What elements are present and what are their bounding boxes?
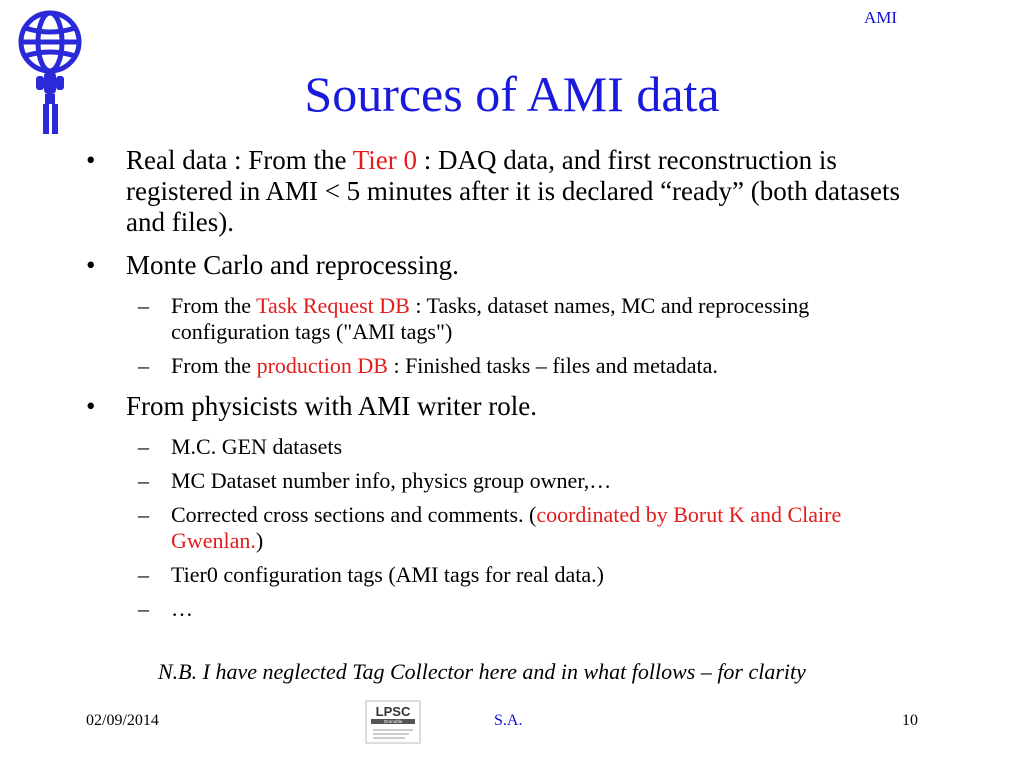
sub-bullet-text-post: ) [255,528,264,553]
bullet-icon: • [86,250,96,280]
bullet-icon: • [86,145,96,175]
footer-author: S.A. [494,712,523,729]
dash-icon: – [138,434,149,459]
sub-bullet-text-post: : Finished tasks – files and metadata. [387,353,718,378]
dash-icon: – [138,353,149,378]
bullet-text-pre: Real data : From the [126,145,353,175]
sub-bullet-highlight: production DB [256,353,388,378]
page-number: 10 [902,712,918,729]
sub-bullet-highlight: coordinated by Borut K and Claire Gwenlan. [171,502,842,553]
header-tag: AMI [864,8,898,27]
bullet-highlight: Tier 0 [352,145,417,175]
dash-icon: – [138,468,149,493]
slide-title: Sources of AMI data [304,66,720,122]
bullet-text: Monte Carlo and reprocessing. [126,250,459,280]
bullet-icon: • [86,391,96,421]
bullet-text-post: : DAQ data, and first reconstruction is registered in AMI < 5 minutes after it is declared “ready” (both datasets and files). [126,145,900,237]
sub-bullet-text: Tier0 configuration tags (AMI tags for real data.) [171,562,604,587]
sub-bullet-text: … [171,596,193,621]
sub-bullet-tier0-tags [86,562,926,588]
slide-body [86,145,926,630]
sub-bullet-text-pre: From the [171,353,257,378]
dash-icon: – [138,293,149,318]
bullet-text: From physicists with AMI writer role. [126,391,537,421]
sub-bullet-text: MC Dataset number info, physics group owner,… [171,468,612,493]
sub-bullet-dataset-number [86,468,926,494]
footer-date: 02/09/2014 [86,712,159,729]
bullet-monte-carlo [86,250,926,281]
sub-bullet-text-pre: Corrected cross sections and comments. ( [171,502,537,527]
bullet-real-data [86,145,926,238]
lpsc-logo-text: LPSC [375,704,411,719]
dash-icon: – [138,596,149,621]
dash-icon: – [138,502,149,527]
sub-bullet-text-pre: From the [171,293,257,318]
sub-bullet-production-db [86,353,926,379]
sub-bullet-text: M.C. GEN datasets [171,434,343,459]
lpsc-logo-icon [365,700,421,744]
dash-icon: – [138,562,149,587]
footnote: N.B. I have neglected Tag Collector here and in what follows – for clarity [158,659,806,684]
sub-bullet-gen-datasets [86,434,926,460]
sub-bullet-text-post: : Tasks, dataset names, MC and reprocessing configuration tags ("AMI tags") [171,293,810,344]
sub-bullet-task-request [86,293,926,345]
sub-bullet-ellipsis [86,596,926,622]
sub-bullet-cross-sections [86,502,926,554]
lpsc-logo-subtext: Grenoble [383,719,403,725]
bullet-physicists [86,391,926,422]
sub-bullet-highlight: Task Request DB [256,293,410,318]
